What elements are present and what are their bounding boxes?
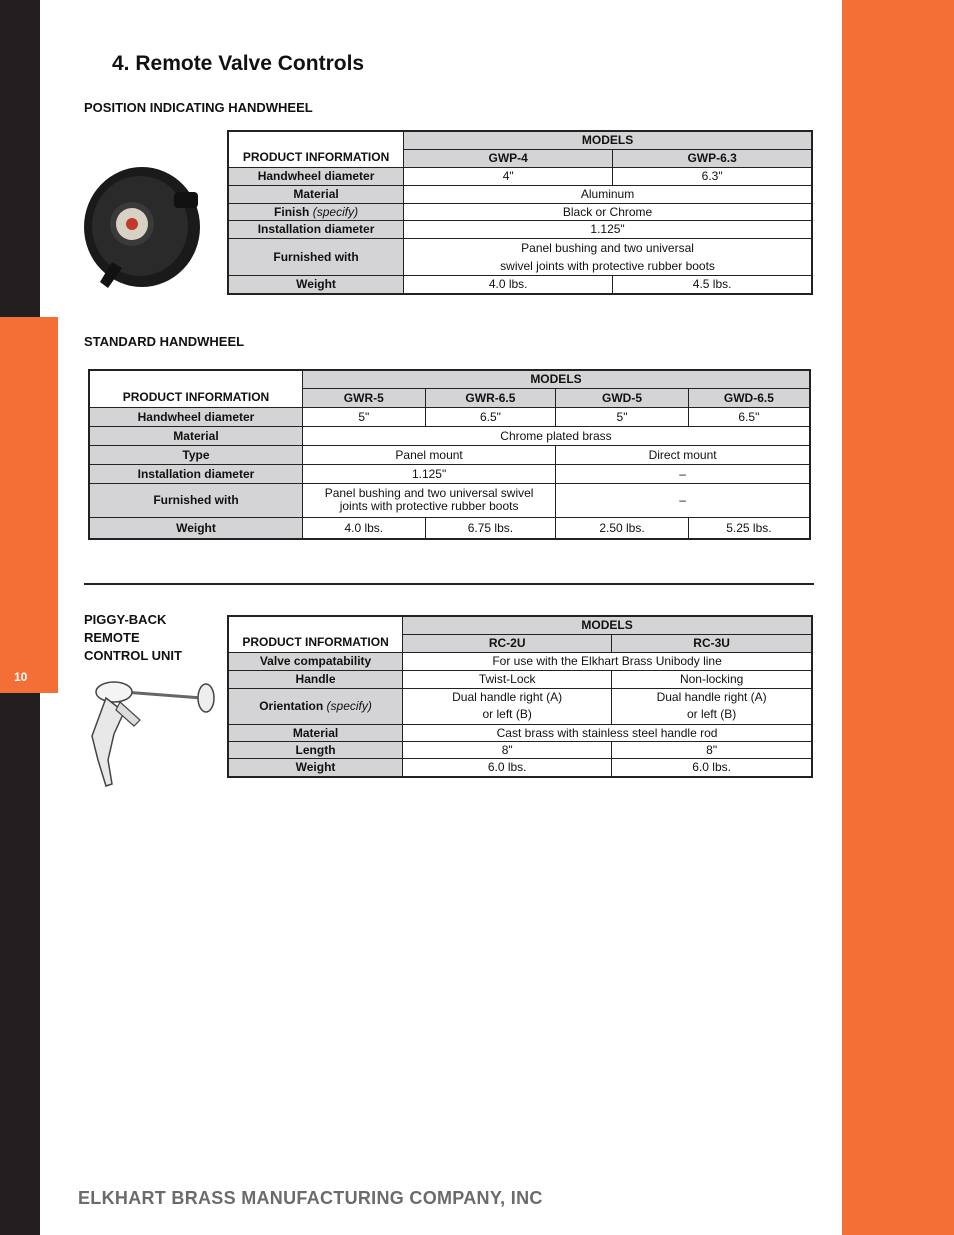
furnished-line2: joints with protective rubber boots bbox=[339, 499, 519, 513]
row-label-furnished: Furnished with bbox=[89, 483, 302, 517]
cell-value: 8" bbox=[612, 741, 812, 758]
cell-value: 2.50 lbs. bbox=[556, 517, 689, 539]
orientation-line: or left (B) bbox=[482, 707, 532, 721]
page-title: 4. Remote Valve Controls bbox=[112, 52, 365, 75]
cell-value: Chrome plated brass bbox=[302, 426, 810, 445]
row-label-finish bbox=[228, 203, 404, 220]
row-label-type: Type bbox=[89, 445, 302, 464]
piggy-back-table bbox=[227, 615, 813, 778]
orientation-label-text: Orientation bbox=[259, 699, 324, 713]
row-label-furnished: Furnished with bbox=[228, 238, 404, 275]
cell-value-furnished bbox=[404, 238, 812, 275]
cell-value: 6.0 lbs. bbox=[403, 758, 612, 777]
row-label-material: Material bbox=[89, 426, 302, 445]
cell-value: 5.25 lbs. bbox=[688, 517, 810, 539]
section-heading-position-indicating: POSITION INDICATING HANDWHEEL bbox=[84, 100, 313, 115]
right-orange-bar bbox=[842, 0, 954, 1235]
row-label-length: Length bbox=[228, 741, 403, 758]
orientation-note: (specify) bbox=[326, 699, 372, 713]
finish-note: (specify) bbox=[312, 204, 359, 219]
row-label-handle: Handle bbox=[228, 670, 403, 688]
cell-value: – bbox=[556, 483, 810, 517]
section-heading-standard-handwheel: STANDARD HANDWHEEL bbox=[84, 334, 245, 349]
row-label-install: Installation diameter bbox=[228, 220, 404, 238]
finish-label-text: Finish bbox=[274, 204, 310, 219]
cell-value: 4.0 lbs. bbox=[302, 517, 425, 539]
row-label-orientation bbox=[228, 688, 403, 724]
cell-value: 4.0 lbs. bbox=[404, 275, 613, 294]
furnished-line2: swivel joints with protective rubber boots bbox=[500, 258, 715, 273]
model-gwd-6-5: GWD-6.5 bbox=[688, 388, 810, 407]
product-info-header: PRODUCT INFORMATION bbox=[228, 616, 403, 652]
cell-value: Black or Chrome bbox=[404, 203, 812, 220]
position-handwheel-table bbox=[227, 130, 813, 295]
heading-line: CONTROL UNIT bbox=[84, 648, 182, 663]
furnished-line1: Panel bushing and two universal swivel bbox=[324, 486, 534, 500]
page-number: 10 bbox=[14, 670, 28, 684]
orientation-line: or left (B) bbox=[686, 707, 737, 721]
models-header: MODELS bbox=[302, 370, 810, 388]
left-orange-tab bbox=[0, 317, 58, 693]
row-label-diameter: Handwheel diameter bbox=[228, 167, 404, 185]
piggy-back-control-image bbox=[84, 676, 218, 790]
heading-line: PIGGY-BACK bbox=[84, 612, 167, 627]
cell-value: For use with the Elkhart Brass Unibody line bbox=[403, 652, 812, 670]
row-label-weight: Weight bbox=[228, 275, 404, 294]
row-label-material: Material bbox=[228, 185, 404, 203]
cell-value-orientation bbox=[403, 688, 612, 724]
model-gwr-6-5: GWR-6.5 bbox=[425, 388, 556, 407]
models-header: MODELS bbox=[403, 616, 812, 634]
furnished-line1: Panel bushing and two universal bbox=[521, 240, 694, 255]
cell-value: 4.5 lbs. bbox=[613, 275, 812, 294]
model-rc-3u: RC-3U bbox=[612, 634, 812, 652]
cell-value: Panel mount bbox=[302, 445, 555, 464]
cell-value: 6.5" bbox=[688, 407, 810, 426]
cell-value: Non-locking bbox=[612, 670, 812, 688]
orientation-line: Dual handle right (A) bbox=[452, 690, 563, 704]
cell-value: 6.3" bbox=[613, 167, 812, 185]
model-gwr-5: GWR-5 bbox=[302, 388, 425, 407]
orientation-line: Dual handle right (A) bbox=[656, 690, 767, 704]
cell-value: Twist-Lock bbox=[403, 670, 612, 688]
cell-value: 5" bbox=[556, 407, 689, 426]
row-label-weight: Weight bbox=[89, 517, 302, 539]
row-label-valve: Valve compatability bbox=[228, 652, 403, 670]
row-label-install: Installation diameter bbox=[89, 464, 302, 483]
cell-value-furnished bbox=[302, 483, 555, 517]
product-info-header: PRODUCT INFORMATION bbox=[89, 370, 302, 407]
cell-value: 6.0 lbs. bbox=[612, 758, 812, 777]
models-header: MODELS bbox=[404, 131, 812, 149]
model-rc-2u: RC-2U bbox=[403, 634, 612, 652]
section-divider bbox=[84, 583, 814, 585]
product-info-header: PRODUCT INFORMATION bbox=[228, 131, 404, 167]
cell-value: 5" bbox=[302, 407, 425, 426]
cell-value-orientation bbox=[612, 688, 812, 724]
cell-value: 1.125" bbox=[302, 464, 555, 483]
cell-value: 6.75 lbs. bbox=[425, 517, 556, 539]
cell-value: Cast brass with stainless steel handle rod bbox=[403, 724, 812, 741]
footer-company-name: ELKHART BRASS MANUFACTURING COMPANY, INC bbox=[78, 1188, 543, 1208]
model-gwd-5: GWD-5 bbox=[556, 388, 689, 407]
row-label-material: Material bbox=[228, 724, 403, 741]
cell-value: 6.5" bbox=[425, 407, 556, 426]
cell-value: Direct mount bbox=[556, 445, 810, 464]
model-gwp-6-3: GWP-6.3 bbox=[613, 149, 812, 167]
heading-line: REMOTE bbox=[84, 630, 140, 645]
model-gwp-4: GWP-4 bbox=[404, 149, 613, 167]
row-label-diameter: Handwheel diameter bbox=[89, 407, 302, 426]
row-label-weight: Weight bbox=[228, 758, 403, 777]
cell-value: 1.125" bbox=[404, 220, 812, 238]
cell-value: 8" bbox=[403, 741, 612, 758]
standard-handwheel-table bbox=[88, 369, 811, 540]
section-heading-piggy-back bbox=[84, 611, 182, 665]
position-indicating-handwheel-image bbox=[82, 164, 204, 294]
cell-value: 4" bbox=[404, 167, 613, 185]
cell-value: – bbox=[556, 464, 810, 483]
cell-value: Aluminum bbox=[404, 185, 812, 203]
